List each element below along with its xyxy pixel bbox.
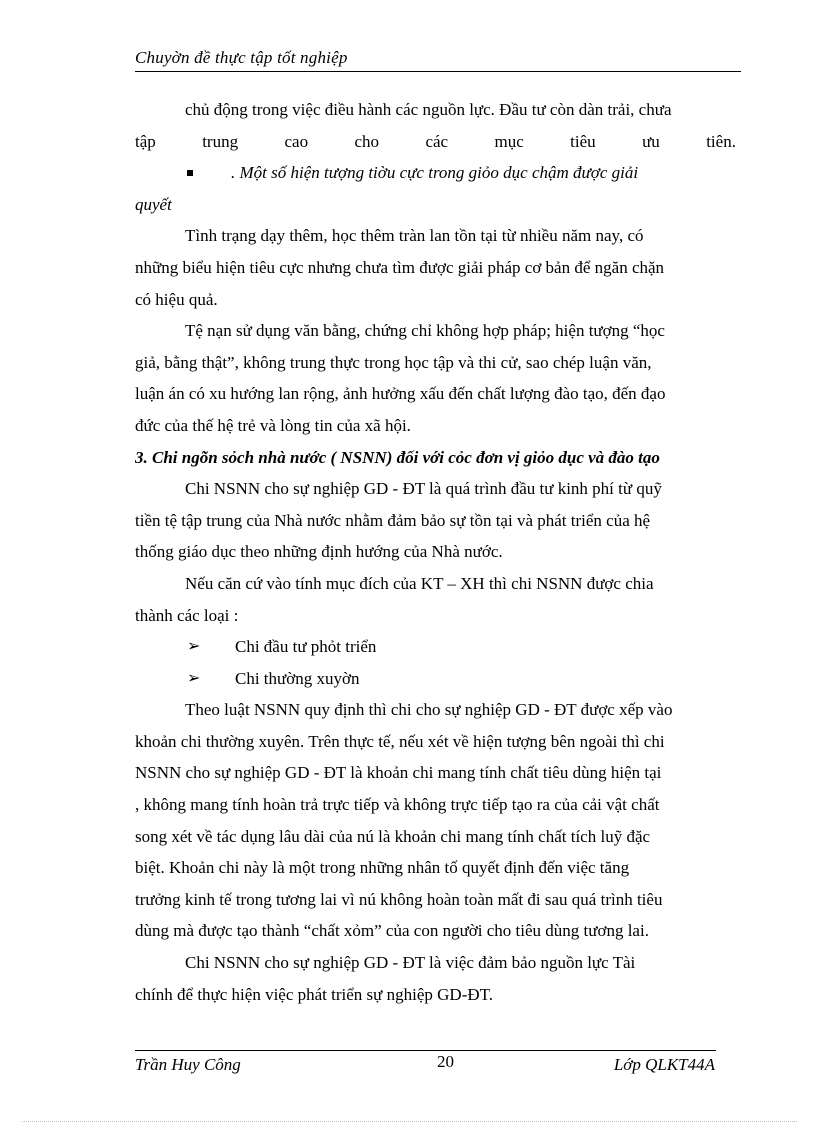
arrow-list-item xyxy=(135,631,738,663)
text-line: biệt. Khoản chi này là một trong những nhân tố quyết định đến việc tăng xyxy=(135,858,630,878)
text-line: những biểu hiện tiêu cực nhưng chưa tìm được giải pháp cơ bản để ngăn chặn xyxy=(135,257,665,277)
text-line: NSNN cho sự nghiệp GD - ĐT là khoản chi mang tính chất tiêu dùng hiện tại xyxy=(135,763,662,783)
list-item-text: Chi đầu tư phỏt triển xyxy=(235,637,377,657)
text-line: chính để thực hiện việc phát triển sự nghiệp GD-ĐT. xyxy=(135,984,494,1004)
text-line: luận án có xu hướng lan rộng, ảnh hưởng xấu đến chất lượng đào tạo, đến đạo xyxy=(135,384,666,404)
text-line: Tình trạng dạy thêm, học thêm tràn lan tồn tại từ nhiều năm nay, có xyxy=(185,226,644,246)
text-line: có hiệu quả. xyxy=(135,289,218,309)
text-line: , không mang tính hoàn trả trực tiếp và không trực tiếp tạo ra của cải vật chất xyxy=(135,795,660,815)
word: cao xyxy=(284,131,309,151)
word: tiêu xyxy=(570,131,596,151)
page-edge-divider xyxy=(22,1121,797,1122)
arrow-list-item xyxy=(135,663,738,695)
bullet-text: . Một số hiện tượng tiờu cực trong giỏo dục chậm được giải xyxy=(231,163,639,183)
text-line: Tệ nạn sử dụng văn bằng, chứng chỉ không hợp pháp; hiện tượng “học xyxy=(185,321,665,341)
text-line: chủ động trong việc điều hành các nguồn lực. Đầu tư còn dàn trải, chưa xyxy=(185,100,672,119)
footer-rule xyxy=(135,1050,716,1051)
text-line: Theo luật NSNN quy định thì chi cho sự nghiệp GD - ĐT được xếp vào xyxy=(185,700,673,720)
page-number: 20 xyxy=(437,1052,454,1071)
word: cho xyxy=(354,131,380,151)
section-heading: 3. Chi ngõn sỏch nhà nước ( NSNN) đối với cỏc đơn vị giỏo dục và đào tạo xyxy=(135,447,660,467)
footer xyxy=(135,1052,715,1080)
text-line: giả, bằng thật”, không trung thực trong học tập và thi cử, sao chép luận văn, xyxy=(135,352,652,372)
square-bullet-icon xyxy=(187,170,193,176)
text-line: Chi NSNN cho sự nghiệp GD - ĐT là việc đảm bảo nguồn lực Tài xyxy=(185,953,636,973)
text-line: dùng mà được tạo thành “chất xỏm” của con người cho tiêu dùng tương lai. xyxy=(135,921,649,941)
text-line: Nếu căn cứ vào tính mục đích của KT – XH thì chi NSNN được chia xyxy=(185,573,654,593)
word: ưu xyxy=(642,131,660,151)
word: mục xyxy=(494,131,524,151)
arrow-bullet-icon: ➢ xyxy=(187,638,201,656)
word: trung xyxy=(202,131,239,151)
word: các xyxy=(425,131,449,151)
bullet-continuation: quyết xyxy=(135,194,172,214)
text-line: tiền tệ tập trung của Nhà nước nhằm đảm bảo sự tồn tại và phát triển của hệ xyxy=(135,510,651,530)
text-line: trưởng kinh tế trong tương lai vì nú không hoàn toàn mất đi sau quá trình tiêu xyxy=(135,889,663,909)
text-line-justified xyxy=(135,126,738,158)
bullet-item xyxy=(135,157,738,189)
header-title: Chuyờn đề thực tập tốt nghiệp xyxy=(135,48,348,67)
text-line: đức của thế hệ trẻ và lòng tin của xã hội. xyxy=(135,415,411,435)
word: tiên. xyxy=(706,131,736,151)
text-line: thống giáo dục theo những định hướng của Nhà nước. xyxy=(135,542,503,562)
text-line: song xét về tác dụng lâu dài của nú là khoản chi mang tính chất tích luỹ đặc xyxy=(135,826,651,846)
word: tập xyxy=(135,131,156,151)
arrow-bullet-icon: ➢ xyxy=(187,669,201,687)
text-line: thành các loại : xyxy=(135,605,239,625)
footer-class-label: Lớp QLKT44A xyxy=(613,1055,715,1074)
footer-author: Trần Huy Công xyxy=(135,1055,241,1074)
text-line: khoản chi thường xuyên. Trên thực tế, nếu xét về hiện tượng bên ngoài thì chi xyxy=(135,731,665,751)
body-text xyxy=(135,94,738,1010)
header-rule xyxy=(135,71,741,72)
list-item-text: Chi thường xuyờn xyxy=(235,668,360,688)
text-line: Chi NSNN cho sự nghiệp GD - ĐT là quá trình đầu tư kinh phí từ quỹ xyxy=(185,479,662,499)
